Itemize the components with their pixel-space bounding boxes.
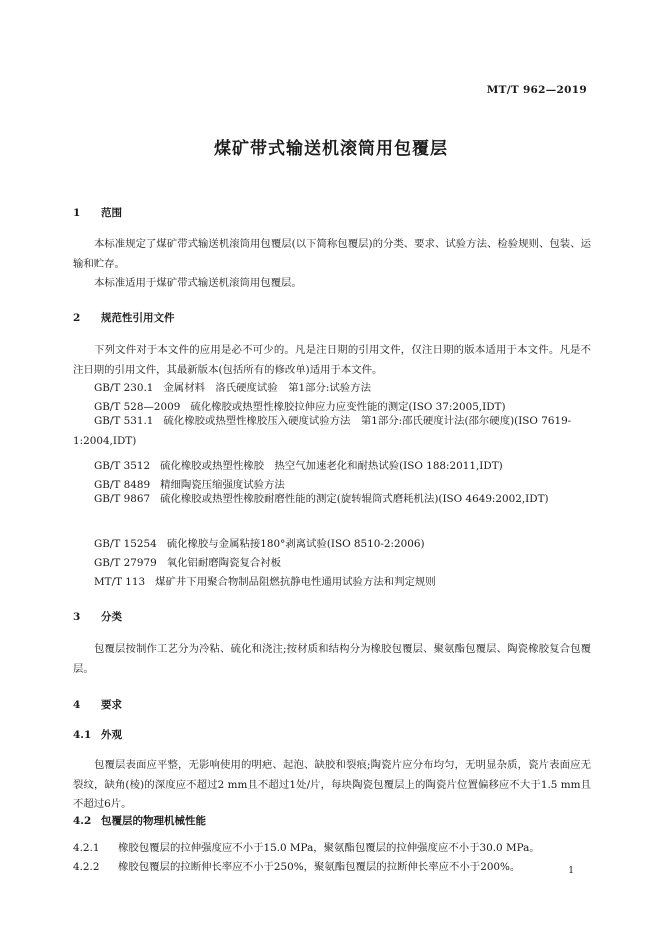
- section-4-2-heading: [73, 813, 206, 828]
- section-4-1-paragraph: 包覆层表面应平整，无影响使用的明疤、起泡、缺胶和裂痕;陶瓷片应分布均匀，无明显杂质，瓷片表面应无裂纹，缺角(棱)的深度应不超过2 mm且不超过1处/片，每块陶瓷包覆层上的陶瓷片位置偏移应不大于1.5 mm且不超过6片。: [73, 759, 591, 810]
- section-2-heading: [73, 310, 175, 325]
- section-3-paragraph: 包覆层按制作工艺分为冷粘、硫化和浇注;按材质和结构分为橡胶包覆层、聚氨酯包覆层、陶瓷橡胶复合包覆层。: [73, 643, 591, 675]
- reference-item: [94, 476, 285, 491]
- clause-text: 橡胶包覆层的拉伸强度应不小于15.0 MPa，聚氨酯包覆层的拉伸强度应不小于30.0 MPa。: [118, 842, 540, 854]
- reference-code: GB/T 8489: [94, 479, 151, 491]
- reference-title: 精细陶瓷压缩强度试验方法: [160, 479, 285, 491]
- section-title: 包覆层的物理机械性能: [101, 815, 206, 827]
- reference-code: GB/T 15254: [94, 538, 157, 550]
- section-number: 3: [73, 611, 81, 623]
- reference-code: MT/T 113: [94, 576, 146, 588]
- section-number: 4.2: [73, 815, 92, 827]
- reference-code: GB/T 230.1: [94, 382, 154, 394]
- section-title: 规范性引用文件: [101, 312, 175, 324]
- clause-text: 橡胶包覆层的拉断伸长率应不小于250%，聚氨酯包覆层的拉断伸长率应不小于200%。: [118, 861, 521, 873]
- reference-title: 金属材料 洛氏硬度试验 第1部分:试验方法: [163, 382, 371, 394]
- reference-item: [94, 457, 503, 472]
- section-2-intro: 下列文件对于本文件的应用是必不可少的。凡是注日期的引用文件，仅注日期的版本适用于本文件。凡是不注日期的引用文件，其最新版本(包括所有的修改单)适用于本文件。: [73, 344, 591, 376]
- section-title: 要求: [101, 699, 122, 711]
- reference-code: GB/T 3512: [94, 460, 151, 472]
- reference-item: [73, 490, 591, 510]
- reference-title: 硫化橡胶或热塑性橡胶 热空气加速老化和耐热试验(ISO 188:2011,IDT): [160, 460, 503, 472]
- section-3-heading: [73, 609, 122, 624]
- reference-item: [94, 535, 425, 550]
- reference-title: 硫化橡胶或热塑性橡胶拉伸应力应变性能的测定(ISO 37:2005,IDT): [190, 401, 506, 413]
- clause-4-2-1: [73, 839, 540, 854]
- reference-item: [94, 554, 281, 569]
- reference-title: 煤矿井下用聚合物制品阻燃抗静电性通用试验方法和判定规则: [155, 576, 436, 588]
- section-title: 外观: [101, 729, 122, 741]
- section-title: 分类: [101, 611, 122, 623]
- reference-title: 硫化橡胶或热塑性橡胶耐磨性能的测定(旋转辊筒式磨耗机法)(ISO 4649:2002,IDT): [160, 493, 549, 505]
- page-number: 1: [568, 866, 574, 876]
- reference-item: [94, 379, 371, 394]
- section-number: 4.1: [73, 729, 92, 741]
- reference-title: 硫化橡胶或热塑性橡胶压入硬度试验方法 第1部分:邵氏硬度计法(邵尔硬度)(ISO 7619-1:2004,IDT): [73, 415, 572, 447]
- clause-number: 4.2.2: [73, 861, 100, 873]
- standard-number: MT/T 962—2019: [486, 84, 587, 96]
- clause-4-2-2: [73, 858, 520, 873]
- document-title: 煤矿带式输送机滚筒用包覆层: [214, 139, 448, 159]
- reference-code: GB/T 528—2009: [94, 401, 181, 413]
- reference-code: GB/T 9867: [94, 493, 151, 505]
- reference-item: [94, 398, 506, 413]
- section-number: 4: [73, 699, 81, 711]
- section-4-heading: [73, 697, 122, 712]
- section-1-paragraph-2: 本标准适用于煤矿带式输送机滚筒用包覆层。: [94, 277, 302, 289]
- reference-title: 氧化铝耐磨陶瓷复合衬板: [166, 557, 282, 569]
- section-title: 范围: [101, 207, 122, 219]
- reference-code: GB/T 531.1: [94, 415, 154, 427]
- reference-code: GB/T 27979: [94, 557, 157, 569]
- reference-item: [94, 573, 436, 588]
- section-number: 1: [73, 207, 81, 219]
- section-number: 2: [73, 312, 81, 324]
- section-4-1-heading: [73, 727, 122, 742]
- clause-number: 4.2.1: [73, 842, 100, 854]
- section-1-paragraph-1: 本标准规定了煤矿带式输送机滚筒用包覆层(以下简称包覆层)的分类、要求、试验方法、检验规则、包装、运输和贮存。: [73, 238, 591, 270]
- reference-title: 硫化橡胶与金属粘接180°剥离试验(ISO 8510-2:2006): [166, 538, 425, 550]
- section-1-heading: [73, 205, 122, 220]
- reference-item: [73, 412, 591, 451]
